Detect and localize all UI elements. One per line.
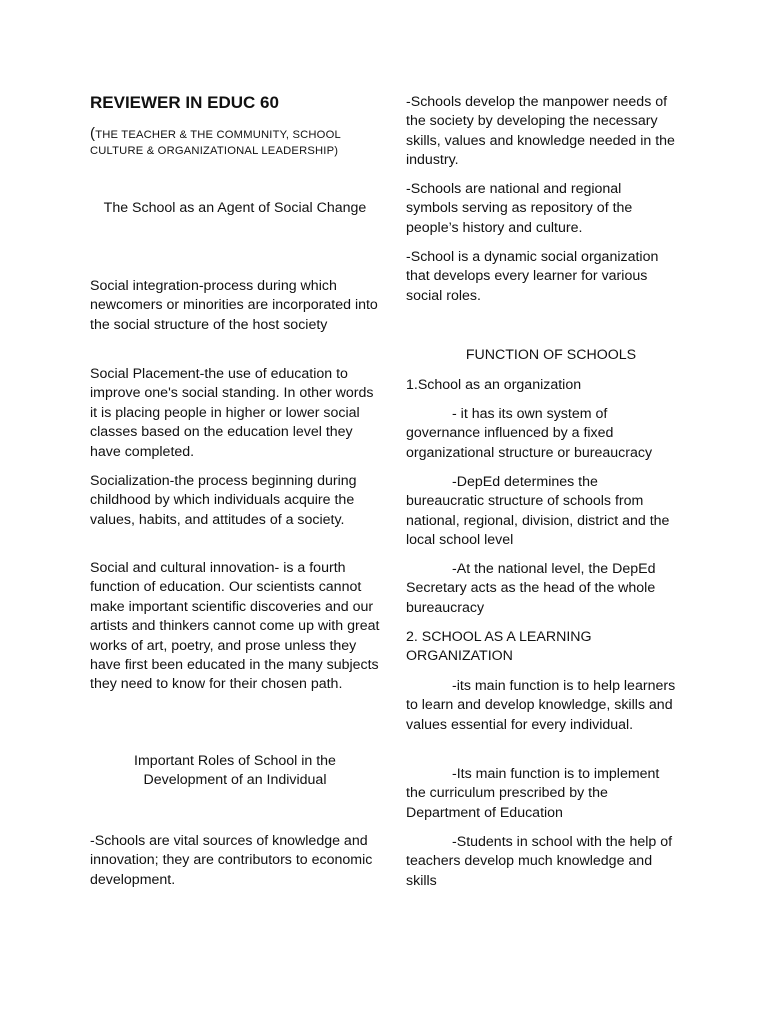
paragraph-role-dynamic: -School is a dynamic social organization that develops every learner for various social roles. [406,249,659,304]
paragraph-deped-secretary: -At the national level, the DepEd Secretary acts as the head of the whole bureaucracy [406,561,656,616]
paragraph-implement-curriculum: -Its main function is to implement the curriculum prescribed by the Department of Education [406,766,660,821]
subtitle-paren: ( [90,125,96,142]
paragraph-role-symbols: -Schools are national and regional symbols serving as repository of the people’s history and culture. [406,181,633,236]
paragraph-socialization: Socialization-the process beginning during childhood by which individuals acquire the values, habits, and attitudes of a society. [90,473,357,528]
paragraph-help-learners: -its main function is to help learners to learn and develop knowledge, skills and values essential for every individual. [406,678,676,733]
heading-function-of-schools: FUNCTION OF SCHOOLS [465,347,637,363]
heading-school-agent: The School as an Agent of Social Change [103,200,367,216]
heading-important-roles: Important Roles of School in the Development of an Individual [134,753,336,789]
document-title: REVIEWER IN EDUC 60 [90,93,279,112]
list-item-learning-organization: 2. SCHOOL AS A LEARNING ORGANIZATION [406,629,592,665]
paragraph-social-placement: Social Placement-the use of education to improve one's social standing. In other words it is placing people in higher or lower social classes based on the education level they have completed. [90,366,374,460]
paragraph-governance: - it has its own system of governance influenced by a fixed organizational structure or bureaucracy [406,406,653,461]
paragraph-deped-structure: -DepEd determines the bureaucratic structure of schools from national, regional, division, district and the local school level [406,474,670,549]
paragraph-students-develop: -Students in school with the help of teachers develop much knowledge and skills [406,834,673,889]
paragraph-innovation: Social and cultural innovation- is a fourth function of education. Our scientists cannot make important scientific discoveries and our artists and thinkers cannot come up with great works of art, poetry, and prose unless they have first been educated in the many subjects they need to know for their chosen path. [90,560,380,693]
paragraph-social-integration: Social integration-process during which newcomers or minorities are incorporated into the social structure of the host society [90,278,378,333]
document-subtitle [90,126,360,159]
paragraph-role-knowledge: -Schools are vital sources of knowledge and innovation; they are contributors to economic development. [90,833,373,888]
list-item-school-organization: 1.School as an organization [406,377,582,393]
subtitle-text: THE TEACHER & THE COMMUNITY, SCHOOL CULTURE & ORGANIZATIONAL LEADERSHIP) [90,129,341,157]
paragraph-role-manpower: -Schools develop the manpower needs of the society by developing the necessary skills, values and knowledge needed in the industry. [406,94,675,169]
